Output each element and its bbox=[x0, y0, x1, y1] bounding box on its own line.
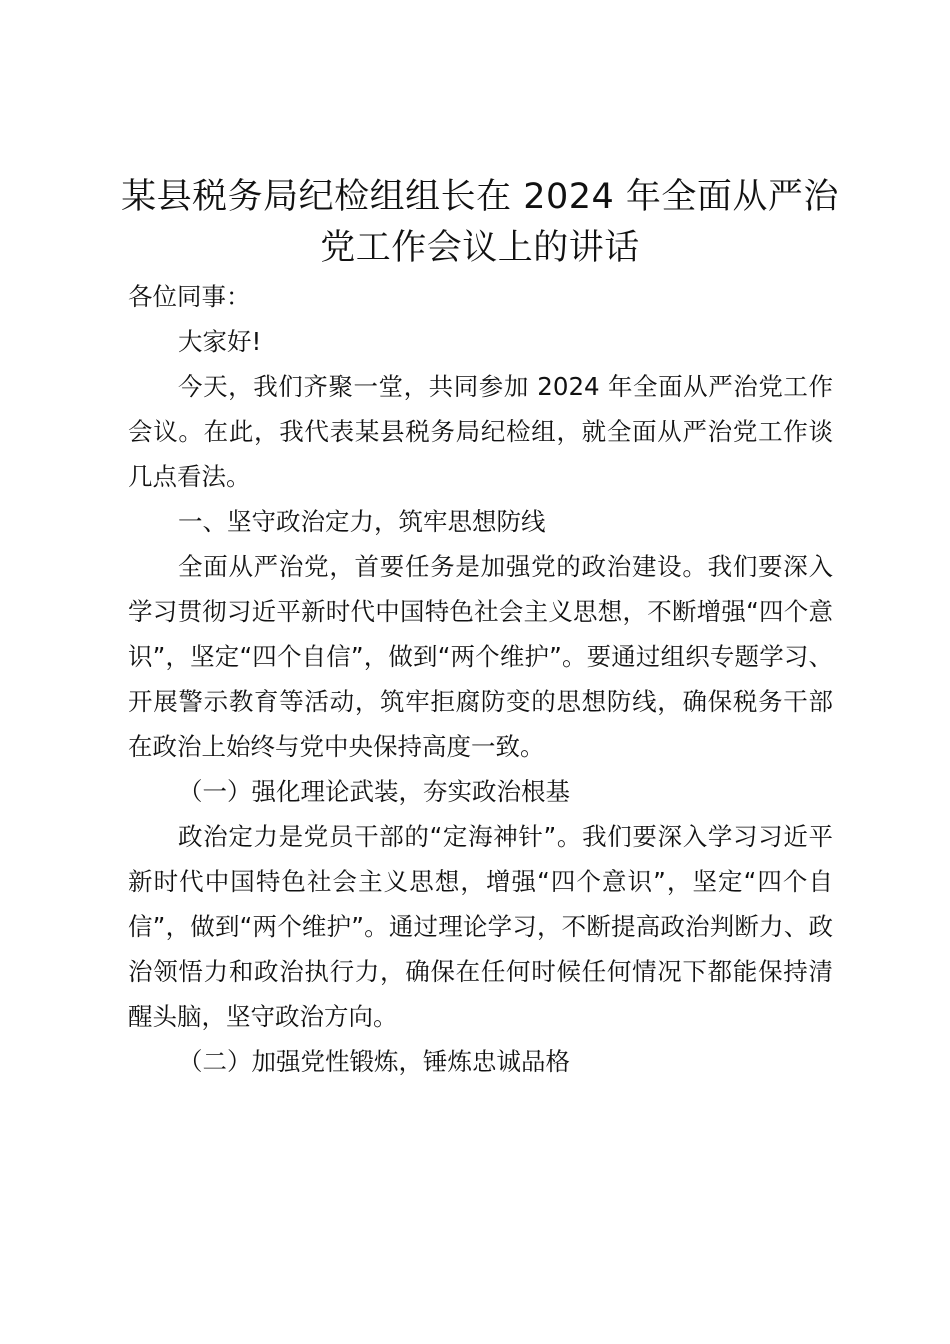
document-title-line-2: 党工作会议上的讲话 bbox=[320, 228, 640, 268]
document-body bbox=[128, 274, 833, 1084]
subsection-heading-1: （一）强化理论武装，夯实政治根基 bbox=[178, 777, 570, 806]
paragraph-subsection-1: 政治定力是党员干部的“定海神针”。我们要深入学习习近平新时代中国特色社会主义思想，增强“四个意识”，坚定“四个自信”，做到“两个维护”。通过理论学习，不断提高政治判断力、政治领悟力和政治执行力，确保在任何时候任何情况下都能保持清醒头脑，坚守政治方向。 bbox=[128, 822, 833, 1031]
subsection-heading-2: （二）加强党性锻炼，锤炼忠诚品格 bbox=[178, 1047, 570, 1076]
paragraph-opening: 今天，我们齐聚一堂，共同参加 2024 年全面从严治党工作会议。在此，我代表某县税务局纪检组，就全面从严治党工作谈几点看法。 bbox=[128, 372, 833, 491]
greeting: 大家好! bbox=[178, 327, 262, 356]
salutation: 各位同事： bbox=[128, 282, 251, 311]
document-title-line-1: 某县税务局纪检组组长在 2024 年全面从严治 bbox=[121, 177, 839, 217]
paragraph-section-1: 全面从严治党，首要任务是加强党的政治建设。我们要深入学习贯彻习近平新时代中国特色社会主义思想，不断增强“四个意识”，坚定“四个自信”，做到“两个维护”。要通过组织专题学习、开展警示教育等活动，筑牢拒腐防变的思想防线，确保税务干部在政治上始终与党中央保持高度一致。 bbox=[128, 552, 833, 761]
section-heading-1: 一、坚守政治定力，筑牢思想防线 bbox=[178, 507, 546, 536]
